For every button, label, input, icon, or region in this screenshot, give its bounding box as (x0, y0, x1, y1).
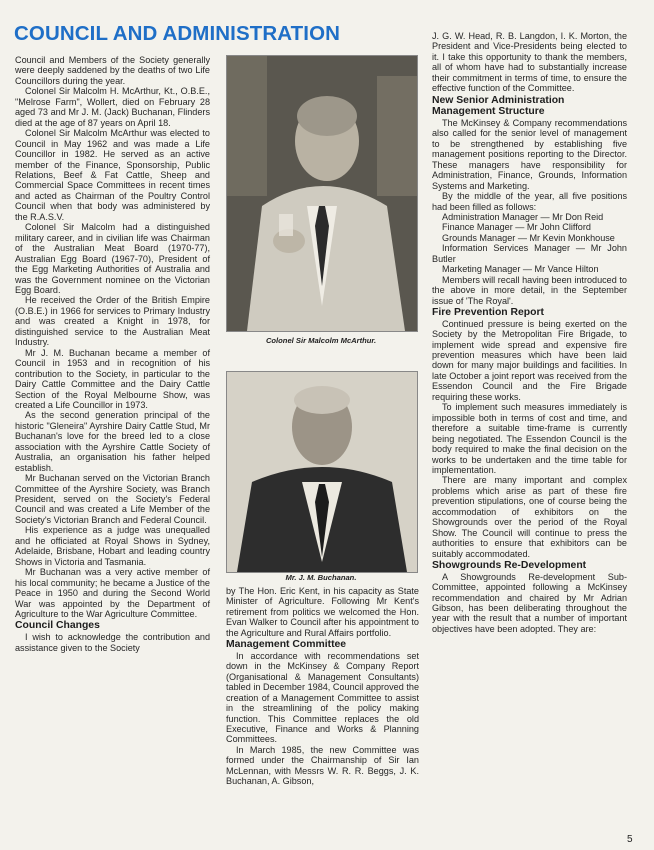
paragraph: Continued pressure is being exerted on the Society by the Metropolitan Fire Brigade, to implement wide spread and expensive fire prevention measures which have been laid down for many major buildings and facilities. In late October a joint report was received from the Essendon Council and the Fire Brigade requiring these works. (432, 318, 627, 402)
portrait-photo-mcarthur (226, 55, 418, 332)
column-2 (226, 586, 419, 787)
paragraph: Colonel Sir Malcolm H. McArthur, Kt., O.B.E., "Melrose Farm", Wollert, died on February 28 aged 73 and Mr J. M. (Jack) Buchanan, Flinders died at the age of 87 years on April 18. (15, 86, 210, 128)
manager-listing: Grounds Manager — Mr Kevin Monkhouse (442, 232, 615, 243)
paragraph: Mr J. M. Buchanan became a member of Council in 1953 and in recognition of his contribution to the Society, in particular to the Dairy Cattle Committee and the Dairy Cattle Section of the Royal Melbourne Show, was created a Life Councillor in 1973. (15, 347, 210, 410)
paragraph: In accordance with recommendations set down in the McKinsey & Company Report (Organisational & Management Consultants) tabled in December 1984, Council approved the creation of a Management Committee to assist in the streamlining of the policy making function. This Committee replaces the old Executive, Finance and Works & Planning Committees. (226, 650, 419, 745)
section-heading: Council Changes (15, 620, 100, 632)
column-3 (432, 31, 627, 634)
photo-caption: Colonel Sir Malcolm McArthur. (265, 336, 377, 345)
section-heading: Fire Prevention Report (432, 307, 545, 319)
paragraph: There are many important and complex problems which arise as part of these fire prevention stipulations, one of course being the accommodation of exhibitors on the Showgrounds over the period of the Royal Show. The Council will continue to press the authorities to ensure that exhibitors can be suitably accommodated. (432, 475, 627, 559)
paragraph: The McKinsey & Company recommendations also called for the senior level of management to be strengthened by establishing five management positions reporting to the Director. These managers have responsibility for Administration, Finance, Grounds, Information Systems and Marketing. (432, 117, 627, 191)
section-heading: New Senior Administration Management Structure (432, 94, 565, 118)
paragraph: by The Hon. Eric Kent, in his capacity as State Minister of Agriculture. Following Mr Kent's retirement from politics we welcomed the Hon. Evan Walker to Council after his appointment to the Agriculture and Rural Affairs portfolio. (226, 586, 419, 638)
manager-listing: Finance Manager — Mr John Clifford (442, 222, 591, 233)
paragraph: In March 1985, the new Committee was formed under the Chairmanship of Sir Ian McLennan, with Messrs W. R. R. Beggs, J. K. Buchanan, A. Gibson, (226, 744, 419, 787)
paragraph: Mr Buchanan was a very active member of his local community; he became a Justice of the Peace in 1950 and during the Second World War was appointed by the Department of Agriculture to the War Agriculture Committee. (15, 567, 210, 620)
paragraph: Mr Buchanan served on the Victorian Branch Committee of the Ayrshire Society, was Branch President, served on the Society's Federal Council and was created a Life Member of the Society's Victorian Branch and Federal Council. (15, 473, 210, 525)
section-heading: Management Committee (226, 639, 347, 651)
paragraph: Colonel Sir Malcolm had a distinguished military career, and in civilian life was Chairman of the Australian Meat Board (1970-77), Australian Egg Board (1967-70), President of the Egg Marketing Authorities of Australia and was the Government nominee on the Victorian Egg Board. (15, 222, 210, 295)
portrait-illustration (227, 56, 417, 331)
paragraph: Colonel Sir Malcolm McArthur was elected to Council in May 1962 and was made a Life Councillor in 1982. He served as an active member of the Finance, Sponsorship, Public Relations, Beef & Fat Cattle, Sheep and Commercial Space Committees in recent times and acted as Chairman of the Poultry Control Council when that body was administered by the R.A.S.V. (15, 128, 210, 222)
paragraph: By the middle of the year, all five positions had been filled as follows: (432, 191, 627, 212)
paragraph: Members will recall having been introduced to the above in more detail, in the September issue of 'The Royal'. (432, 274, 627, 306)
paragraph: To implement such measures immediately is impossible both in terms of cost and time, and therefore a suitable time-frame is currently being negotiated. The Essendon Council is the body required to make the final decision on the works to be undertaken and the time table for implementation. (432, 402, 627, 475)
paragraph: I wish to acknowledge the contribution and assistance given to the Society (15, 632, 210, 653)
portrait-illustration (227, 372, 417, 572)
manager-listing: Information Services Manager — Mr John Butler (432, 243, 627, 264)
page-number: 5 (627, 834, 633, 845)
page-title: COUNCIL AND ADMINISTRATION (14, 22, 341, 45)
paragraph: As the second generation principal of the historic "Gleneira" Ayrshire Dairy Cattle Stud, Mr Buchanan's love for the breed led to a close association with the Ayrshire Cattle Society of Australia, an organisation his father helped establish. (15, 410, 210, 473)
manager-listing: Marketing Manager — Mr Vance Hilton (442, 264, 599, 275)
section-heading: Showgrounds Re-Development (432, 560, 587, 572)
column-1 (15, 55, 210, 653)
paragraph: His experience as a judge was unequalled and he officiated at Royal Shows in Sydney, Adelaide, Brisbane, Hobart and leading country Shows in Victoria and Tasmania. (15, 525, 210, 567)
paragraph: J. G. W. Head, R. B. Langdon, I. K. Morton, the President and Vice-Presidents being elected to it. I take this opportunity to thank the members, all of whom have had to substantially increase their commitment in terms of time, to ensure the effective function of the Committee. (432, 31, 627, 94)
paragraph: Council and Members of the Society generally were deeply saddened by the deaths of two Life Councillors during the year. (15, 55, 210, 86)
paragraph: He received the Order of the British Empire (O.B.E.) in 1966 for services to Primary Industry and was created a Knight in 1978, for distinguished service to the Australian Meat Industry. (15, 295, 210, 348)
portrait-photo-buchanan (226, 371, 418, 573)
paragraph: A Showgrounds Re-development Sub-Committee, appointed following a McKinsey recommendation and chaired by Mr Adrian Gibson, has been deliberating throughout the year with the result that a number of important objectives have been adopted. They are: (432, 571, 627, 634)
manager-listing: Administration Manager — Mr Don Reid (442, 211, 604, 222)
photo-caption: Mr. J. M. Buchanan. (285, 573, 357, 582)
